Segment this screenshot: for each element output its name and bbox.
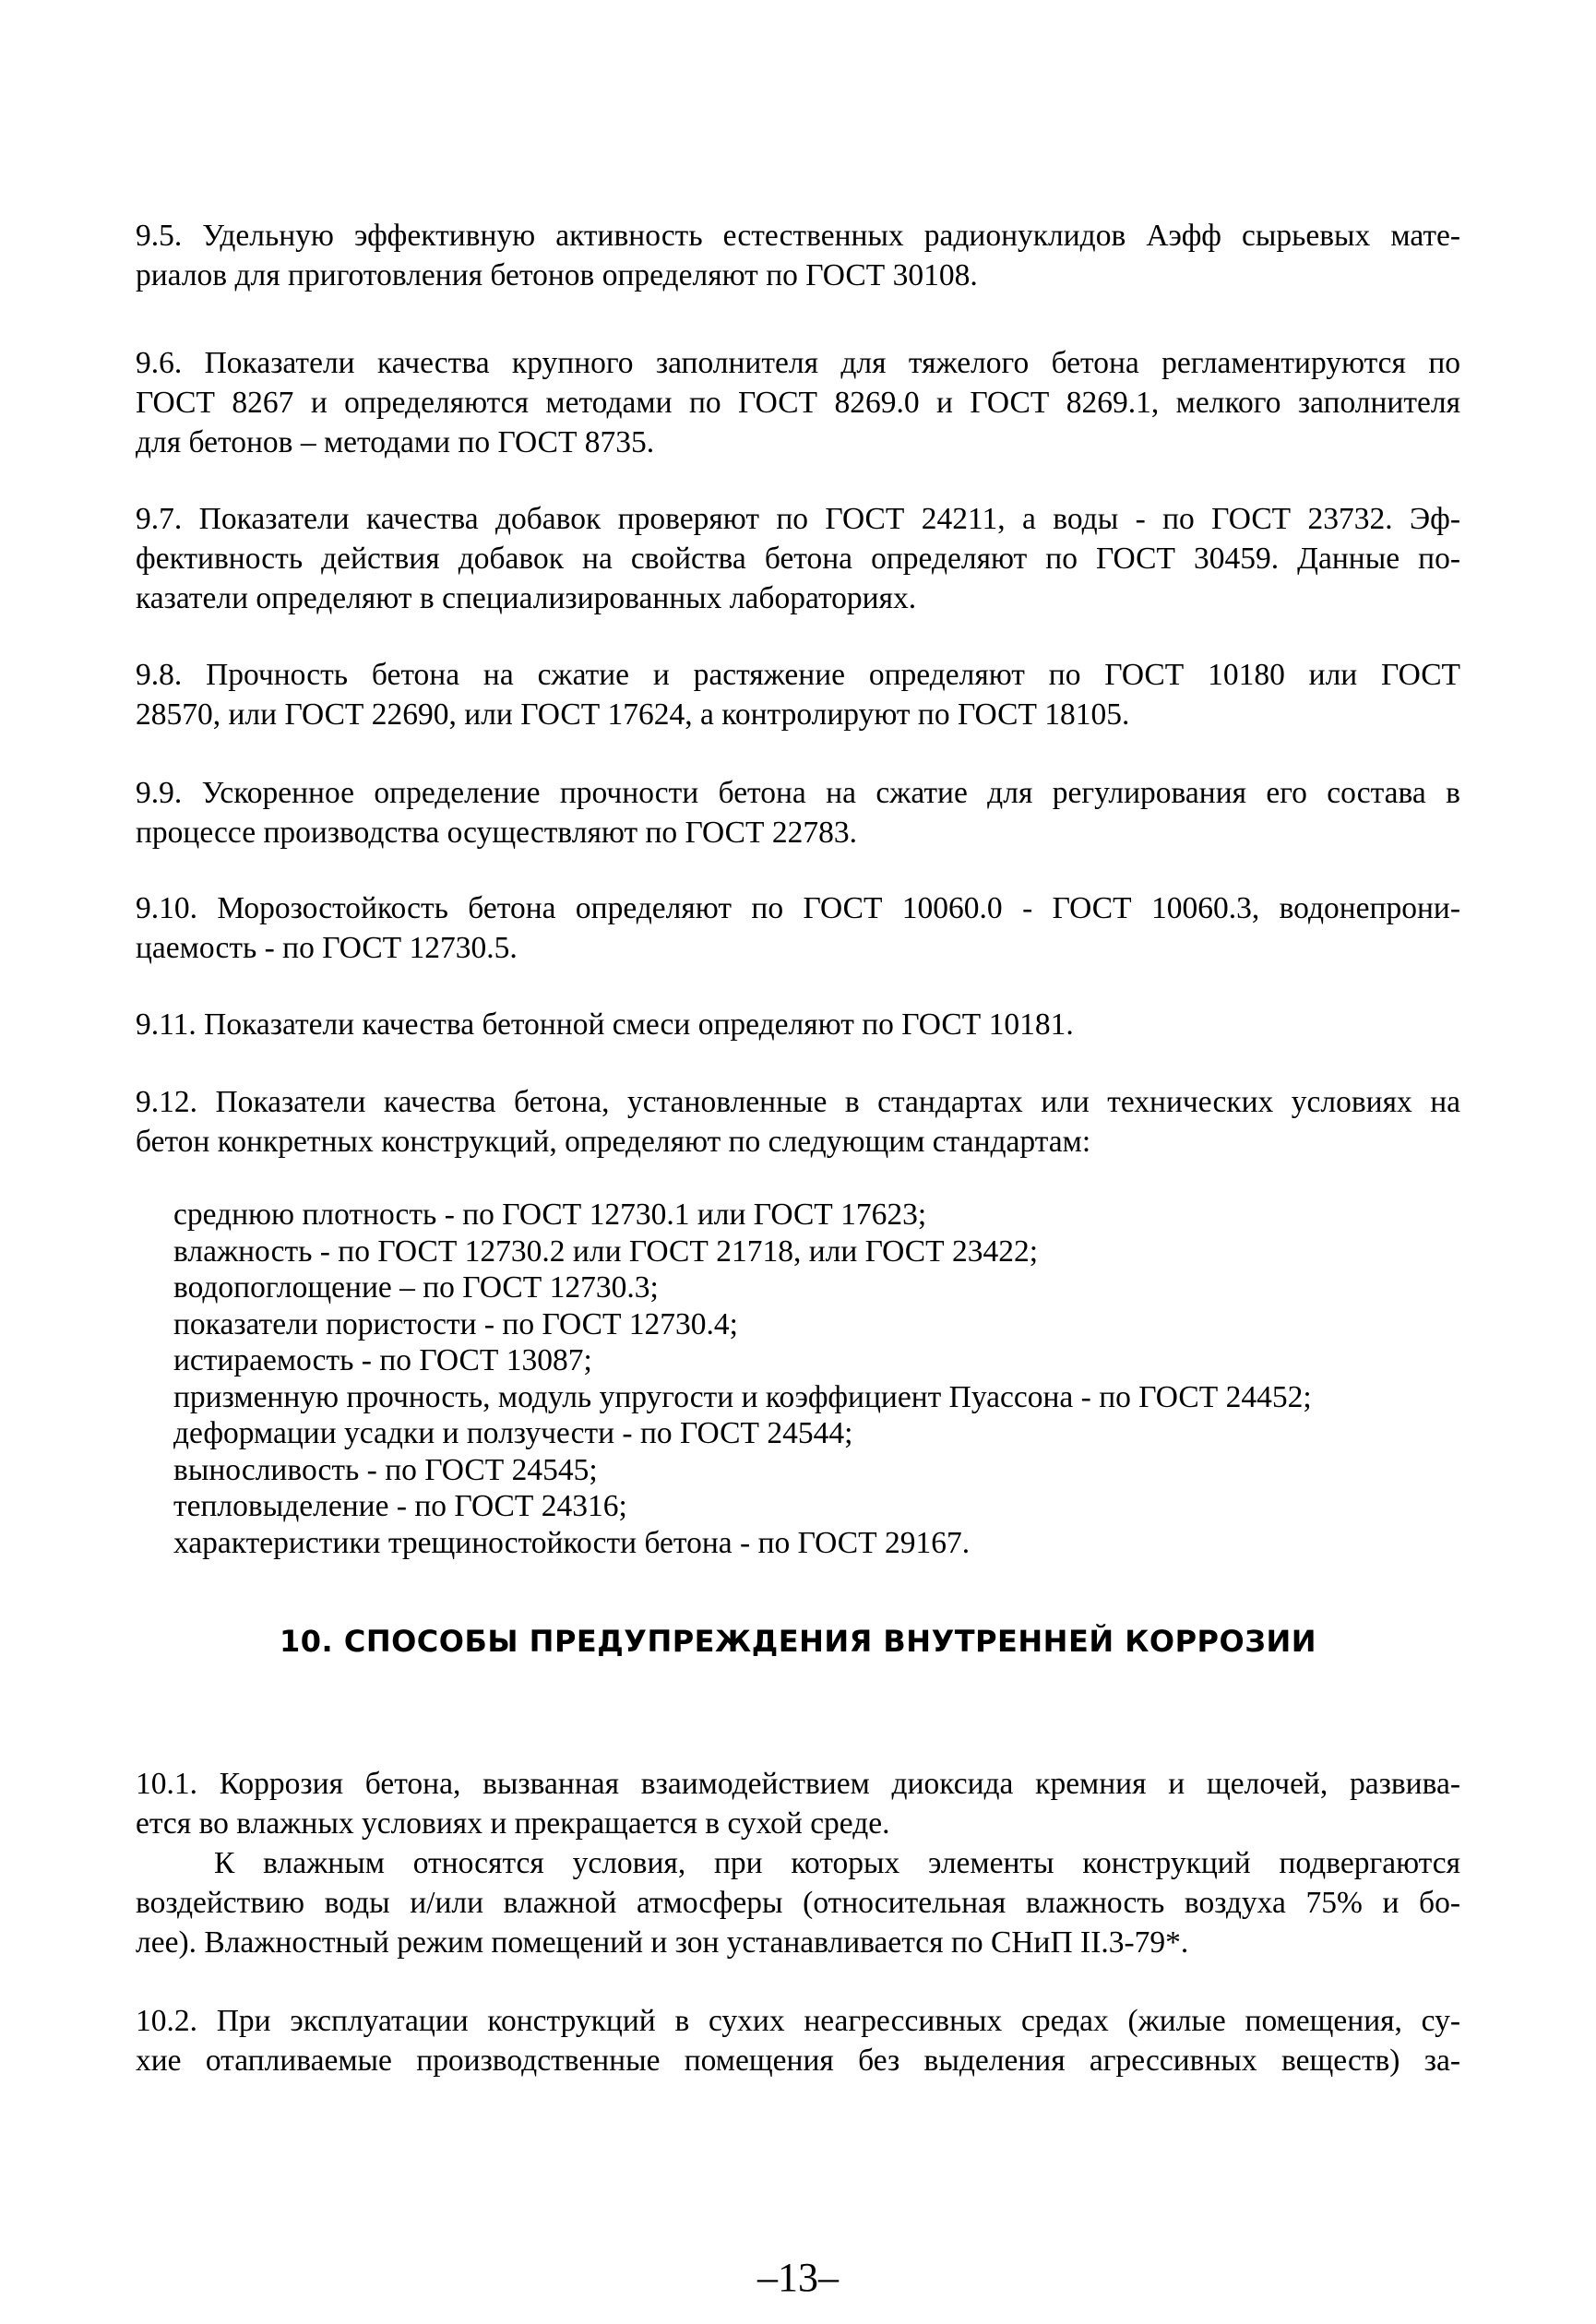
text-line: 10.2. При эксплуатации конструкций в сухих неагрессивных средах (жилые помещения, су- xyxy=(136,2004,1460,2038)
paragraph-9-6 xyxy=(136,343,1460,462)
text-line: 9.10. Морозостойкость бетона определяют по ГОСТ 10060.0 - ГОСТ 10060.3, водонепрони- xyxy=(136,891,1460,925)
list-item: призменную прочность, модуль упругости и коэффициент Пуассона - по ГОСТ 24452; xyxy=(173,1379,1312,1414)
text-line: казатели определяют в специализированных лабораториях. xyxy=(136,581,917,615)
text-line: 28570, или ГОСТ 22690, или ГОСТ 17624, а контролируют по ГОСТ 18105. xyxy=(136,697,1130,732)
list-item: выносливость - по ГОСТ 24545; xyxy=(173,1452,598,1487)
paragraph-9-8 xyxy=(136,655,1460,734)
text-line: К влажным относятся условия, при которых элементы конструкций подвергаются xyxy=(214,1846,1460,1880)
text-line: цаемость - по ГОСТ 12730.5. xyxy=(136,931,518,965)
text-line: 9.11. Показатели качества бетонной смеси определяют по ГОСТ 10181. xyxy=(136,1007,1074,1042)
paragraph-9-9 xyxy=(136,773,1460,852)
paragraph-10-1 xyxy=(136,1764,1460,1962)
text-line: воздействию воды и/или влажной атмосферы (относительная влажность воздуха 75% и бо- xyxy=(136,1886,1460,1920)
section-heading: 10. СПОСОБЫ ПРЕДУПРЕЖДЕНИЯ ВНУТРЕННЕЙ КОРРОЗИИ xyxy=(280,1624,1316,1659)
text-line: ГОСТ 8267 и определяются методами по ГОСТ 8269.0 и ГОСТ 8269.1, мелкого заполнителя xyxy=(136,386,1460,420)
text-line: 9.12. Показатели качества бетона, установленные в стандартах или технических условиях на xyxy=(136,1085,1460,1119)
text-line: фективность действия добавок на свойства бетона определяют по ГОСТ 30459. Данные по- xyxy=(136,542,1460,576)
text-line: для бетонов – методами по ГОСТ 8735. xyxy=(136,425,655,459)
text-line: хие отапливаемые производственные помещения без выделения агрессивных веществ) за- xyxy=(136,2044,1460,2078)
paragraph-9-7 xyxy=(136,499,1460,618)
text-line: 9.5. Удельную эффективную активность естественных радионуклидов Аэфф сырьевых мате- xyxy=(136,219,1460,253)
list-item: водопоглощение – по ГОСТ 12730.3; xyxy=(173,1270,659,1305)
paragraph-10-2 xyxy=(136,2001,1460,2080)
text-line: 9.8. Прочность бетона на сжатие и растяжение определяют по ГОСТ 10180 или ГОСТ xyxy=(136,658,1460,692)
text-line: 9.9. Ускоренное определение прочности бетона на сжатие для регулирования его состава в xyxy=(136,776,1460,810)
text-line: 9.6. Показатели качества крупного заполнителя для тяжелого бетона регламентируются по xyxy=(136,346,1460,380)
list-item: истираемость - по ГОСТ 13087; xyxy=(173,1343,592,1377)
text-line: риалов для приготовления бетонов определяют по ГОСТ 30108. xyxy=(136,258,978,292)
text-line: 9.7. Показатели качества добавок проверяют по ГОСТ 24211, а воды - по ГОСТ 23732. Эф- xyxy=(136,502,1460,536)
text-line: лее). Влажностный режим помещений и зон устанавливается по СНиП II.3-79*. xyxy=(136,1925,1189,1960)
text-line: 10.1. Коррозия бетона, вызванная взаимодействием диоксида кремния и щелочей, развива- xyxy=(136,1767,1460,1801)
standards-list xyxy=(173,1197,1465,1561)
page-number: –13– xyxy=(757,2255,839,2300)
list-item: среднюю плотность - по ГОСТ 12730.1 или ГОСТ 17623; xyxy=(173,1198,927,1232)
paragraph-9-12 xyxy=(136,1082,1460,1162)
list-item: деформации усадки и ползучести - по ГОСТ 24544; xyxy=(173,1416,853,1450)
list-item: показатели пористости - по ГОСТ 12730.4; xyxy=(173,1306,738,1341)
list-item: тепловыделение - по ГОСТ 24316; xyxy=(173,1489,627,1523)
paragraph-9-5 xyxy=(136,216,1460,295)
text-line: ется во влажных условиях и прекращается в сухой среде. xyxy=(136,1806,890,1841)
list-item: влажность - по ГОСТ 12730.2 или ГОСТ 21718, или ГОСТ 23422; xyxy=(173,1234,1039,1269)
list-item: характеристики трещиностойкости бетона - по ГОСТ 29167. xyxy=(173,1525,971,1560)
paragraph-9-11 xyxy=(136,1005,1460,1044)
text-line: процессе производства осуществляют по ГОСТ 22783. xyxy=(136,816,857,850)
paragraph-9-10 xyxy=(136,888,1460,968)
text-line: бетон конкретных конструкций, определяют по следующим стандартам: xyxy=(136,1125,1091,1159)
